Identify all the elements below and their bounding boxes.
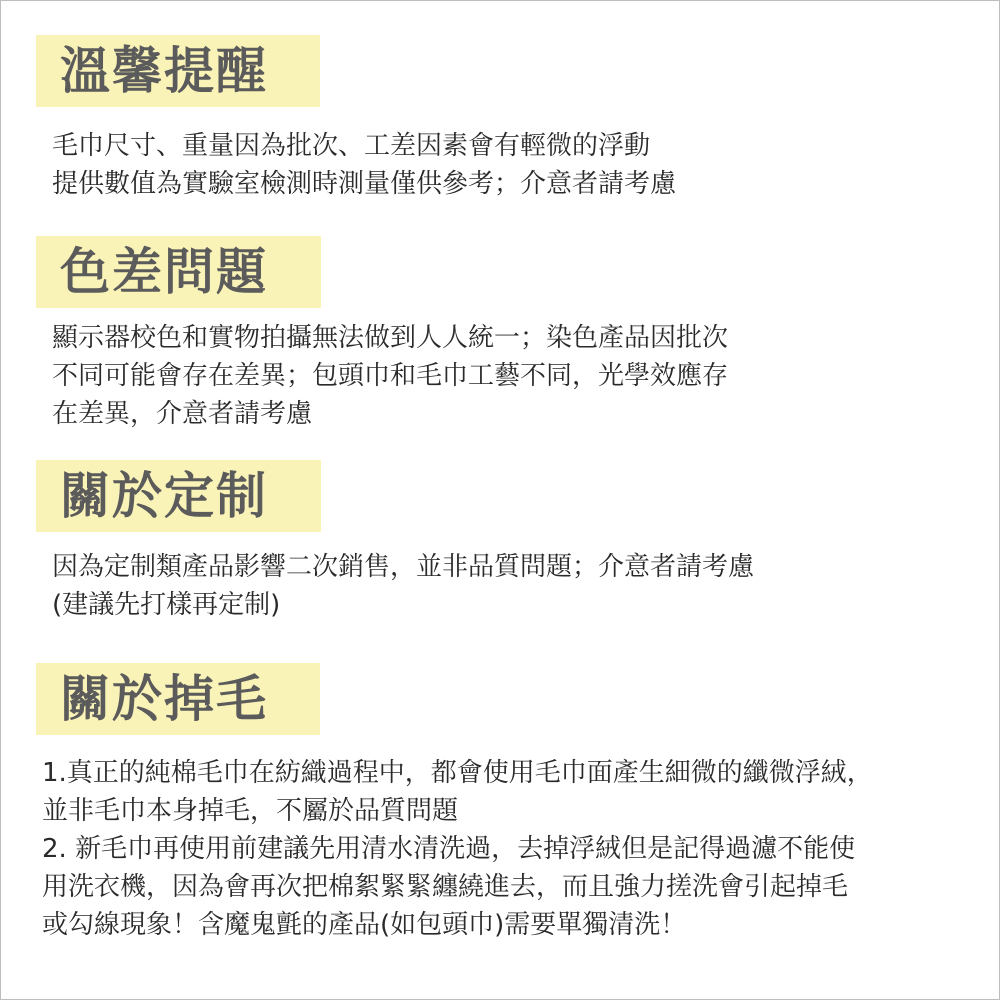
reminder-text [52,127,676,203]
color-difference-line-2: 不同可能會存在差異；包頭巾和毛巾工藝不同，光學效應存 [52,361,729,391]
color-difference-line-3: 在差異，介意者請考慮 [52,399,313,429]
heading-color-difference: 色差問題 [36,236,321,308]
reminder-line-1: 毛巾尺寸、重量因為批次、工差因素會有輕微的浮動 [52,131,651,161]
heading-customization: 關於定制 [36,460,321,532]
customization-text [52,548,754,624]
customization-line-1: 因為定制類產品影響二次銷售，並非品質問題；介意者請考慮 [52,552,755,582]
lint-line-5: 或勾線現象！含魔鬼氈的產品(如包頭巾)需要單獨清洗！ [42,910,687,940]
lint-line-2: 並非毛巾本身掉毛，不屬於品質問題 [42,796,459,826]
lint-text [42,754,873,944]
color-difference-text [52,319,728,433]
color-difference-line-1: 顯示器校色和實物拍攝無法做到人人統一；染色產品因批次 [52,323,729,353]
reminder-line-2: 提供數值為實驗室檢測時測量僅供參考；介意者請考慮 [52,169,677,199]
heading-reminder: 溫馨提醒 [36,35,320,107]
lint-line-1: 1.真正的純棉毛巾在紡織過程中，都會使用毛巾面產生細微的纖微浮絨， [42,758,873,788]
customization-line-2: (建議先打樣再定制) [52,590,281,620]
lint-line-3: 2. 新毛巾再使用前建議先用清水清洗過，去掉浮絨但是記得過濾不能使 [42,834,856,864]
lint-line-4: 用洗衣機，因為會再次把棉絮緊緊纏繞進去，而且強力搓洗會引起掉毛 [42,872,849,902]
heading-lint: 關於掉毛 [36,663,320,735]
